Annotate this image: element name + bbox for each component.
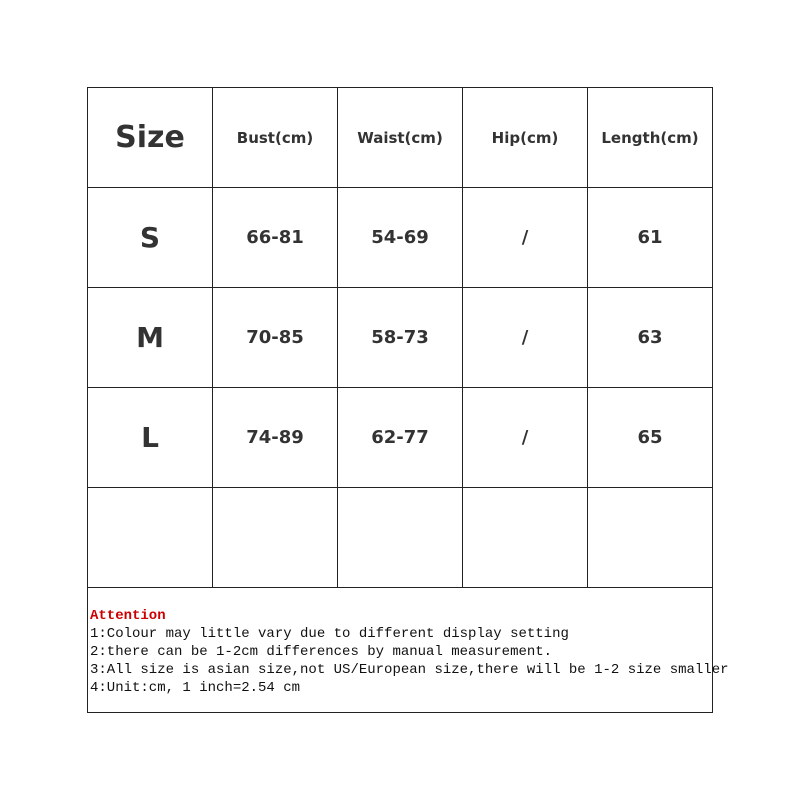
size-cell: L — [88, 388, 213, 488]
length-cell: 63 — [588, 288, 713, 388]
attention-title: Attention — [90, 608, 166, 624]
empty-cell — [213, 488, 338, 588]
bust-cell: 74-89 — [213, 388, 338, 488]
table-row — [88, 288, 713, 388]
length-cell: 61 — [588, 188, 713, 288]
waist-cell: 58-73 — [338, 288, 463, 388]
table-row — [88, 388, 713, 488]
size-chart-table — [87, 87, 713, 588]
header-hip: Hip(cm) — [463, 88, 588, 188]
hip-cell: / — [463, 188, 588, 288]
size-cell: M — [88, 288, 213, 388]
length-cell: 65 — [588, 388, 713, 488]
header-bust: Bust(cm) — [213, 88, 338, 188]
empty-cell — [463, 488, 588, 588]
header-row — [88, 88, 713, 188]
hip-cell: / — [463, 288, 588, 388]
empty-cell — [88, 488, 213, 588]
empty-cell — [338, 488, 463, 588]
note-line: 3:All size is asian size,not US/European size,there will be 1-2 size smaller — [90, 662, 729, 678]
size-cell: S — [88, 188, 213, 288]
empty-cell — [588, 488, 713, 588]
header-waist: Waist(cm) — [338, 88, 463, 188]
waist-cell: 62-77 — [338, 388, 463, 488]
note-line: 1:Colour may little vary due to different display setting — [90, 626, 569, 642]
bust-cell: 70-85 — [213, 288, 338, 388]
header-size: Size — [88, 88, 213, 188]
bust-cell: 66-81 — [213, 188, 338, 288]
waist-cell: 54-69 — [338, 188, 463, 288]
note-line: 4:Unit:cm, 1 inch=2.54 cm — [90, 680, 301, 696]
hip-cell: / — [463, 388, 588, 488]
empty-row — [88, 488, 713, 588]
attention-notes — [87, 587, 729, 713]
table-row — [88, 188, 713, 288]
note-line: 2:there can be 1-2cm differences by manual measurement. — [90, 644, 553, 660]
header-length: Length(cm) — [588, 88, 713, 188]
